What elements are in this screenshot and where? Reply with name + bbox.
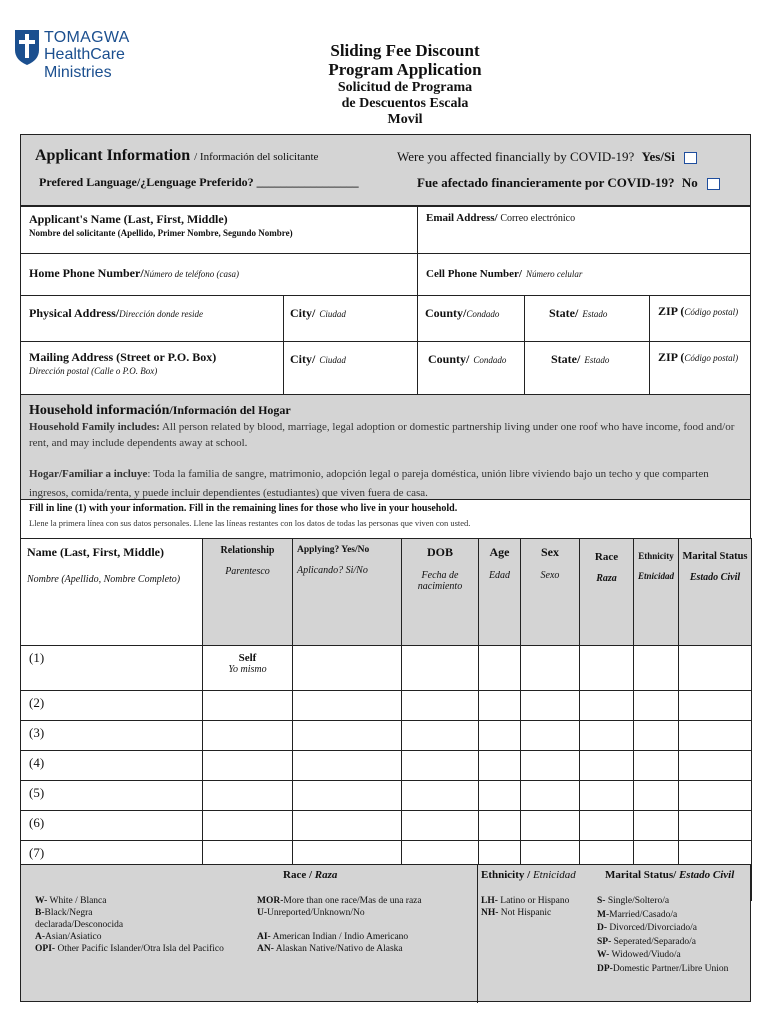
row-number-cell[interactable]: (3) [21, 721, 203, 751]
col-marital-es: Estado Civil [689, 572, 741, 583]
email-field[interactable] [417, 206, 751, 254]
race-left-list [35, 895, 224, 955]
table-cell[interactable] [479, 646, 521, 691]
legend-section [20, 864, 751, 1002]
applicant-title: Applicant Information [35, 147, 191, 164]
table-row [21, 811, 752, 841]
state2-label: State/ [551, 352, 581, 366]
table-cell[interactable] [293, 721, 402, 751]
table-cell[interactable] [679, 811, 752, 841]
table-cell[interactable] [580, 646, 634, 691]
race-right-list [257, 895, 422, 955]
table-cell[interactable] [402, 781, 479, 811]
table-cell[interactable] [479, 781, 521, 811]
col-dob [402, 539, 479, 646]
household-title: Household información [29, 403, 170, 418]
col-ethnicity-es: Etnicidad [637, 571, 674, 581]
title-en-2: Program Application [328, 60, 482, 79]
covid-no-label: No [681, 175, 698, 190]
table-cell[interactable] [402, 691, 479, 721]
email-label: Email Address/ [426, 212, 498, 224]
table-cell[interactable] [679, 691, 752, 721]
col-age-en: Age [489, 545, 510, 559]
table-cell[interactable] [479, 691, 521, 721]
col-applying-en: Applying? Yes/No [297, 545, 370, 555]
mailing-label: Mailing Address (Street or P.O. Box) [29, 350, 217, 364]
cross-shield-icon [14, 28, 40, 66]
physical-sub: Dirección donde reside [119, 309, 203, 319]
household-title-es: /Información del Hogar [169, 403, 291, 417]
table-cell[interactable] [521, 751, 580, 781]
table-cell[interactable] [521, 721, 580, 751]
household-p1: All person related by blood, marriage, legal adoption or domestic partnership living under one roof who have income, food and/or rent, and may include dependents away at school. [29, 421, 735, 449]
col-age [479, 539, 521, 646]
table-cell[interactable] [203, 691, 293, 721]
table-cell[interactable] [634, 751, 679, 781]
table-row [21, 781, 752, 811]
row-number-cell[interactable]: (1) [21, 646, 203, 691]
county1-sub: Condado [466, 309, 500, 319]
household-table [20, 538, 752, 901]
ethnicity-title-es: Etnicidad [532, 869, 576, 881]
applicant-header [20, 134, 751, 206]
col-marital [679, 539, 752, 646]
city1-field[interactable] [283, 295, 418, 342]
applicant-title-es: / Información del solicitante [194, 151, 319, 163]
table-cell[interactable] [580, 751, 634, 781]
legend-item: NH- Not Hispanic [481, 908, 552, 918]
table-cell[interactable] [580, 781, 634, 811]
covid-yes-checkbox[interactable] [684, 152, 697, 164]
legend-item: declarada/Desconocida [35, 920, 124, 930]
table-cell[interactable] [402, 811, 479, 841]
zip1-label: ZIP ( [658, 304, 685, 318]
table-cell[interactable] [402, 721, 479, 751]
title-es-3: Movil [387, 112, 423, 127]
col-name-es: Nombre (Apellido, Nombre Completo) [27, 574, 181, 585]
state1-field[interactable] [524, 295, 650, 342]
table-cell[interactable] [580, 721, 634, 751]
marital-title-es: Estado Civil [678, 869, 735, 881]
row-number-cell[interactable]: (4) [21, 751, 203, 781]
cell-phone-field[interactable] [417, 253, 751, 296]
row-number-cell[interactable]: (5) [21, 781, 203, 811]
table-cell[interactable] [679, 721, 752, 751]
covid-yes-label: Yes/Si [641, 149, 675, 164]
legend-item: DP-Domestic Partner/Libre Union [597, 963, 729, 974]
covid-no-checkbox[interactable] [707, 178, 720, 190]
col-sex-en: Sex [541, 545, 559, 559]
table-cell[interactable] [634, 691, 679, 721]
logo-line1: TOMAGWA [44, 29, 130, 46]
col-relationship-en: Relationship [220, 545, 275, 556]
household-p2-bold: Hogar/Familiar a incluye [29, 468, 148, 480]
applicant-name-sub: Nombre del solicitante (Apellido, Primer Nombre, Segundo Nombre) [29, 228, 293, 238]
legend-item: MOR-More than one race/Mas de una raza [257, 896, 422, 906]
household-paragraph-en [29, 419, 745, 451]
home-phone-sub: Número de teléfono (casa) [143, 269, 240, 279]
col-dob-es: Fecha de nacimiento [417, 570, 463, 592]
legend-item: W- Widowed/Viudo/a [597, 950, 681, 960]
household-p1-bold: Household Family includes: [29, 421, 160, 433]
legend-item: U-Unreported/Unknown/No [257, 908, 365, 918]
col-race-es: Raza [596, 573, 617, 584]
applicant-name-label: Applicant's Name (Last, First, Middle) [29, 212, 228, 226]
col-relationship [203, 539, 293, 646]
table-cell[interactable] [521, 691, 580, 721]
table-cell[interactable] [479, 811, 521, 841]
table-cell[interactable] [203, 721, 293, 751]
table-cell[interactable] [293, 751, 402, 781]
col-ethnicity [634, 539, 679, 646]
state2-sub: Estado [584, 355, 610, 365]
zip2-field[interactable] [649, 341, 751, 395]
city2-sub: Ciudad [319, 355, 346, 365]
email-sub: Correo electrónico [500, 213, 576, 224]
title-es-2: de Descuentos Escala [341, 96, 469, 111]
mailing-address-field[interactable] [20, 341, 284, 395]
table-row [21, 721, 752, 751]
col-age-es: Edad [488, 570, 511, 581]
city1-sub: Ciudad [319, 309, 346, 319]
table-cell[interactable] [580, 691, 634, 721]
ethnicity-title: Ethnicity / [481, 869, 533, 881]
table-cell[interactable] [402, 751, 479, 781]
table-cell[interactable] [634, 646, 679, 691]
city1-label: City/ [290, 306, 316, 320]
logo-line2: HealthCare Ministries [44, 46, 125, 81]
col-race-en: Race [594, 551, 619, 563]
applicant-name-field[interactable] [20, 206, 418, 254]
physical-address-field[interactable] [20, 295, 284, 342]
fill-instructions [20, 499, 751, 539]
legend-item: LH- Latino or Hispano [481, 896, 570, 906]
race-title-es: Raza [314, 869, 338, 881]
county2-sub: Condado [473, 355, 507, 365]
cell-phone-label: Cell Phone Number/ [426, 268, 522, 280]
county1-field[interactable] [417, 295, 525, 342]
household-paragraph-es [29, 465, 745, 503]
marital-title: Marital Status/ [605, 869, 679, 881]
col-marital-en: Marital Status [682, 551, 748, 562]
row-number-cell[interactable]: (6) [21, 811, 203, 841]
self-label: Self [238, 652, 257, 664]
zip2-sub: Código postal) [684, 353, 739, 363]
legend-divider [477, 865, 478, 1003]
state1-label: State/ [549, 306, 579, 320]
title-es-1: Solicitud de Programa [337, 80, 473, 95]
table-row [21, 691, 752, 721]
col-dob-en: DOB [426, 545, 453, 559]
physical-label: Physical Address/ [29, 306, 120, 320]
legend-item: M-Married/Casado/a [597, 909, 678, 920]
table-cell[interactable] [634, 721, 679, 751]
household-p2: : Toda la familia de sangre, matrimonio, adopción legal o pareja doméstica, unión libre viviendo bajo un techo y que comparten ingresos, comida/renta, y puede incluir dependientes (estudiantes) que viven fuera de casa. [29, 468, 709, 499]
table-cell[interactable] [203, 811, 293, 841]
legend-item: B-Black/Negra [35, 908, 93, 918]
preferred-language[interactable]: Prefered Language/¿Lenguage Preferido? _________________ [39, 175, 359, 189]
self-label-es: Yo mismo [228, 664, 267, 675]
table-cell[interactable] [203, 751, 293, 781]
table-cell[interactable] [634, 811, 679, 841]
legend-item: S- Single/Soltero/a [597, 896, 670, 906]
table-cell[interactable] [293, 811, 402, 841]
table-row [21, 646, 752, 691]
table-cell[interactable] [521, 781, 580, 811]
table-cell[interactable] [293, 781, 402, 811]
legend-item: AN- Alaskan Native/Nativo de Alaska [257, 944, 403, 954]
table-cell[interactable] [479, 751, 521, 781]
zip1-sub: Código postal) [684, 307, 739, 317]
fill-es: Llene la primera línea con sus datos personales. Llene las líneas restantes con los datos de todas las personas que viven con usted. [29, 518, 471, 528]
state1-sub: Estado [582, 309, 608, 319]
state2-field[interactable] [524, 341, 650, 395]
county2-field[interactable] [417, 341, 525, 395]
row-number-cell[interactable]: (7) [21, 841, 203, 871]
col-ethnicity-en: Ethnicity [638, 551, 674, 561]
zip2-label: ZIP ( [658, 350, 685, 364]
col-applying-es: Aplicando? Si/No [297, 565, 368, 576]
legend-item: W- White / Blanca [35, 896, 107, 906]
legend-item: OPI- Other Pacific Islander/Otra Isla del Pacifico [35, 944, 224, 954]
county1-label: County/ [425, 306, 467, 320]
household-info-section [20, 394, 751, 500]
marital-list [597, 895, 728, 976]
race-title: Race / [283, 869, 315, 881]
row-number-cell[interactable]: (2) [21, 691, 203, 721]
table-row [21, 751, 752, 781]
table-cell[interactable] [679, 751, 752, 781]
table-cell[interactable] [203, 781, 293, 811]
legend-item: D- Divorced/Divorciado/a [597, 923, 697, 933]
county2-label: County/ [428, 352, 470, 366]
ethnicity-list [481, 895, 569, 919]
covid-question-es: Fue afectado financieramente por COVID-19? [417, 175, 675, 190]
table-cell[interactable] [521, 646, 580, 691]
legend-item: A-Asian/Asiatico [35, 932, 102, 942]
table-cell[interactable] [634, 781, 679, 811]
zip1-field[interactable] [649, 295, 751, 342]
col-name-en: Name (Last, First, Middle) [27, 545, 164, 559]
table-cell[interactable] [479, 721, 521, 751]
cell-phone-sub: Número celular [525, 269, 583, 279]
table-cell[interactable] [521, 811, 580, 841]
col-sex [521, 539, 580, 646]
home-phone-label: Home Phone Number/ [29, 266, 144, 280]
table-cell[interactable] [293, 646, 402, 691]
table-cell[interactable] [293, 691, 402, 721]
logo [14, 28, 189, 81]
fill-en: Fill in line (1) with your information. Fill in the remaining lines for those who live in your household. [29, 503, 458, 514]
title-en-1: Sliding Fee Discount [330, 41, 480, 60]
table-cell[interactable] [402, 646, 479, 691]
col-sex-es: Sexo [540, 570, 560, 581]
legend-item: AI- American Indian / Indio Americano [257, 932, 409, 942]
col-applying [293, 539, 402, 646]
table-cell[interactable] [580, 811, 634, 841]
table-cell[interactable] [679, 781, 752, 811]
col-relationship-es: Parentesco [225, 566, 270, 577]
mailing-sub: Dirección postal (Calle o P.O. Box) [29, 366, 158, 376]
legend-item: SP- Seperated/Separado/a [597, 936, 696, 947]
table-header-row [21, 539, 752, 646]
table-cell[interactable] [203, 646, 293, 691]
page-title [310, 41, 500, 127]
city2-field[interactable] [283, 341, 418, 395]
home-phone-field[interactable] [20, 253, 418, 296]
city2-label: City/ [290, 352, 316, 366]
col-name [21, 539, 203, 646]
covid-question-en: Were you affected financially by COVID-19? [397, 149, 635, 164]
col-race [580, 539, 634, 646]
table-cell[interactable] [679, 646, 752, 691]
